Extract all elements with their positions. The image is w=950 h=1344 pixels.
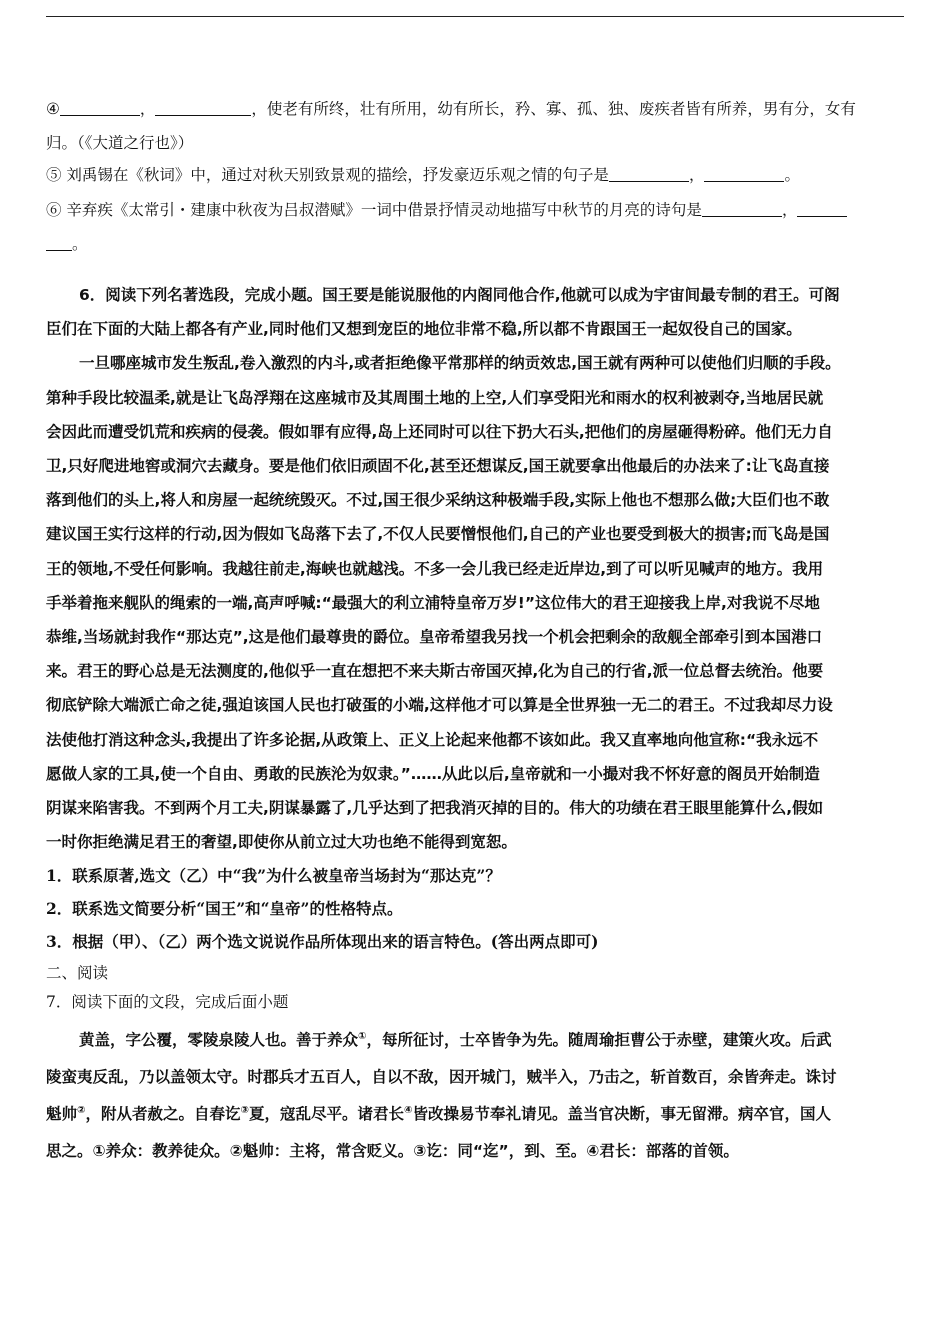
question-7-passage [46,1022,904,1170]
section-reading [46,958,904,1016]
q6-line: 臣们在下面的大陆上都各有产业,同时他们又想到宠臣的地位非常不稳,所以都不肯跟国王一起奴役自己的国家。 [46,320,802,339]
fill-item-4-source: 归。（《大道之行也》） [46,134,194,152]
answer-blank[interactable] [155,100,251,117]
answer-blank[interactable] [702,201,782,218]
fill-item-6: ⑥ 辛弃疾《太常引・建康中秋夜为吕叔潜赋》一词中借景抒情灵动地描写中秋节的月亮的诗句是 ， [46,190,904,230]
answer-blank[interactable] [797,201,847,218]
section-heading: 二、阅读 [46,964,109,983]
passage-line: 魁帅②，附从者赦之。自春讫③夏，寇乱尽平。诸君长④皆改操易节奉礼请见。盖当官决断，事无留滞。病卒官，国人 [46,1105,831,1124]
question-6 [46,278,904,859]
q6-line: 法使他打消这种念头,我提出了许多论据,从政策上、正义上论起来他都不该如此。我又直率地向他宣称:“我永远不 [46,730,819,749]
q6-line: 落到他们的头上,将人和房屋一起统统毁灭。不过,国王很少采纳这种极端手段,实际上他也不想那么做;大臣们也不敢 [46,491,830,510]
q6-line: 卫,只好爬进地窖或洞穴去藏身。要是他们依旧顽固不化,甚至还想谋反,国王就要拿出他最后的办法来了:让飞岛直接 [46,457,830,476]
fill-in-section [46,92,904,258]
answer-blank[interactable] [704,166,784,183]
q6-line: 6．阅读下列名著选段，完成小题。国王要是能说服他的内阁同他合作,他就可以成为宇宙间最专制的君王。可阁 [79,286,840,304]
passage-line: 陵蛮夷反乱，乃以盖领太守。时郡兵才五百人，自以不敌，因开城门，贼半入，乃击之，斩首数百，余皆奔走。诛讨 [46,1068,837,1087]
q6-line: 会因此而遭受饥荒和疾病的侵袭。假如罪有应得,岛上还同时可以往下扔大石头,把他们的房屋砸得粉碎。他们无力自 [46,422,833,441]
passage-line: 黄盖，字公覆，零陵泉陵人也。善于养众①，每所征讨，士卒皆争为先。随周瑜拒曹公于赤壁，建策火攻。后武 [79,1031,832,1050]
fill-item-4: ④ ， ，使老有所终，壮有所用，幼有所长，矜、寡、孤、独、废疾者皆有所养，男有分，女有 [46,100,856,118]
q6-line: 愿做人家的工具,使一个自由、勇敢的民族沦为奴隶。”……从此以后,皇帝就和一小撮对我不怀好意的阁员开始制造 [46,764,820,783]
document-page [46,92,904,1170]
spacer [46,258,904,278]
answer-blank[interactable] [46,235,72,252]
answer-blank[interactable] [609,166,689,183]
q6-line: 手举着拖来舰队的绳索的一端,高声呼喊:“最强大的利立浦特皇帝万岁!”这位伟大的君王迎接我上岸,对我说不尽地 [46,593,820,612]
q6-line: 一旦哪座城市发生叛乱,卷入激烈的内斗,或者拒绝像平常那样的纳贡效忠,国王就有两种可以使他们归顺的手段。 [79,354,841,373]
q6-line: 彻底铲除大端派亡命之徒,强迫该国人民也打破蛋的小端,这样他才可以算是全世界独一无二的君王。不过我却尽力设 [46,696,833,715]
q6-line: 建议国王实行这样的行动,因为假如飞岛落下去了,不仅人民要憎恨他们,自己的产业也要受到极大的损害;而飞岛是国 [46,525,830,544]
question-7-title: 7．阅读下面的文段，完成后面小题 [46,993,289,1012]
q6-line: 第种手段比较温柔,就是让飞岛浮翔在这座城市及其周围土地的上空,人们享受阳光和雨水的权利被剥夺,当地居民就 [46,388,824,407]
q6-subquestion-2: 2．联系选文简要分析“国王”和“皇帝”的性格特点。 [46,899,403,919]
header-rule [46,16,904,17]
q6-line: 恭维,当场就封我作“那达克”,这是他们最尊贵的爵位。皇帝希望我另找一个机会把剩余的敌舰全部牵引到本国港口 [46,628,823,647]
q6-line: 王的领地,不受任何影响。我越往前走,海峡也就越浅。不多一会儿我已经走近岸边,到了可以听见喊声的地方。我用 [46,559,824,578]
passage-line: 思之。①养众：教养徒众。②魁帅：主将，常含贬义。③讫：同“迄”，到、至。④君长：部落的首领。 [46,1142,739,1161]
q6-line: 阴谋来陷害我。不到两个月工夫,阴谋暴露了,几乎达到了把我消灭掉的目的。伟大的功绩在君王眼里能算什么,假如 [46,799,824,818]
q6-line: 来。君王的野心总是无法测度的,他似乎一直在想把不来夫斯古帝国灭掉,化为自己的行省,派一位总督去统治。他要 [46,662,824,681]
fill-item-6-cont: 。 [46,230,904,258]
answer-blank[interactable] [60,100,140,117]
q6-line: 一时你拒绝满足君王的奢望,即使你从前立过大功也绝不能得到宽恕。 [46,833,517,852]
q6-subquestion-1: 1．联系原著,选文（乙）中“我”为什么被皇帝当场封为“那达克”？ [46,866,501,886]
q6-subquestions [46,859,904,958]
q6-subquestion-3: 3．根据（甲）、（乙）两个选文说说作品所体现出来的语言特色。(答出两点即可) [46,932,599,952]
fill-item-5: ⑤ 刘禹锡在《秋词》中，通过对秋天别致景观的描绘，抒发豪迈乐观之情的句子是 ， 。 [46,166,800,184]
